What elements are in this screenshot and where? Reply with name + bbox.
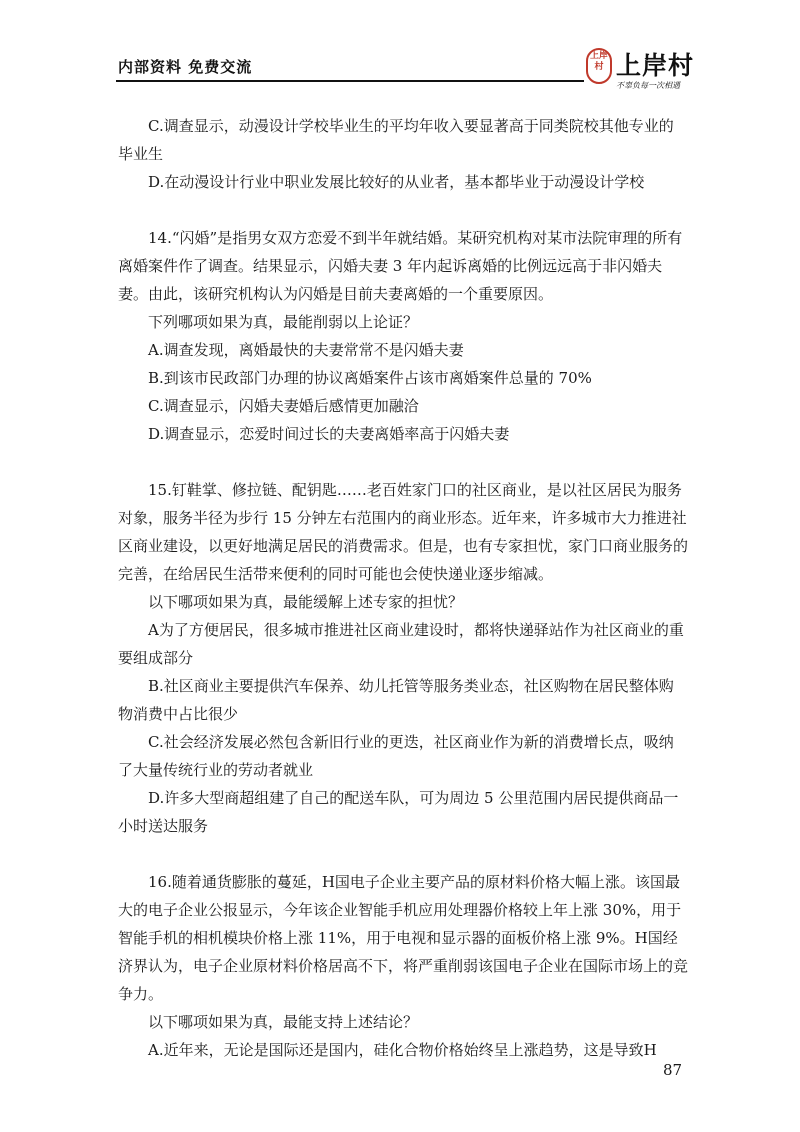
page-content [118,112,688,1064]
q15-question: 以下哪项如果为真，最能缓解上述专家的担忧？ [148,593,464,611]
logo-seal-icon: 上岸村 [586,48,612,84]
header-title: 内部资料 免费交流 [118,58,253,76]
brand-logo [586,46,696,96]
q16-question: 以下哪项如果为真，最能支持上述结论？ [148,1013,419,1031]
q16-option-a: A.近年来，无论是国际还是国内，硅化合物价格始终呈上涨趋势，这是导致H [148,1041,657,1059]
q13-option-c: C.调查显示，动漫设计学校毕业生的平均年收入要显著高于同类院校其他专业的毕业生 [118,117,674,163]
q14-option-d: D.调查显示，恋爱时间过长的夫妻离婚率高于闪婚夫妻 [148,425,510,443]
logo-name: 上岸村 [616,51,695,80]
q14-option-a: A.调查发现，离婚最快的夫妻常常不是闪婚夫妻 [148,341,464,359]
q15-option-d: D.许多大型商超组建了自己的配送车队，可为周边 5 公里范围内居民提供商品一小时送达服务 [118,789,679,835]
q15-option-b: B.社区商业主要提供汽车保养、幼儿托管等服务类业态，社区购物在居民整体购物消费中占比很少 [118,677,674,723]
q14-stem: 14.“闪婚”是指男女双方恋爱不到半年就结婚。某研究机构对某市法院审理的所有离婚案件作了调查。结果显示，闪婚夫妻 3 年内起诉离婚的比例远远高于非闪婚夫妻。由此，该研究机构认为闪婚是目前夫妻离婚的一个重要原因。 [118,229,683,303]
q16-stem: 16.随着通货膨胀的蔓延，H国电子企业主要产品的原材料价格大幅上涨。该国最大的电子企业公报显示，今年该企业智能手机应用处理器价格较上年上涨 30%，用于智能手机的相机模块价格上涨 11%，用于电视和显示器的面板价格上涨 9%。H国经济界认为，电子企业原材料价格居高不下，将严重削弱该国电子企业在国际市场上的竞争力。 [118,873,689,1003]
q14-question: 下列哪项如果为真，最能削弱以上论证？ [148,313,419,331]
q15-option-a: A为了方便居民，很多城市推进社区商业建设时，都将快递驿站作为社区商业的重要组成部分 [118,621,684,667]
logo-slogan: 不辜负每一次相遇 [616,81,680,90]
q14-option-c: C.调查显示，闪婚夫妻婚后感情更加融洽 [148,397,419,415]
q13-option-d: D.在动漫设计行业中职业发展比较好的从业者，基本都毕业于动漫设计学校 [148,173,645,191]
header-divider [116,80,584,82]
q15-stem: 15.钉鞋掌、修拉链、配钥匙……老百姓家门口的社区商业，是以社区居民为服务对象，服务半径为步行 15 分钟左右范围内的商业形态。近年来，许多城市大力推进社区商业建设，以更好地满足居民的消费需求。但是，也有专家担忧，家门口商业服务的完善，在给居民生活带来便利的同时可能也会使快递业逐步缩减。 [118,481,689,583]
page-number: 87 [663,1061,683,1079]
q14-option-b: B.到该市民政部门办理的协议离婚案件占该市离婚案件总量的 70% [148,369,592,387]
q15-option-c: C.社会经济发展必然包含新旧行业的更迭，社区商业作为新的消费增长点，吸纳了大量传统行业的劳动者就业 [118,733,674,779]
